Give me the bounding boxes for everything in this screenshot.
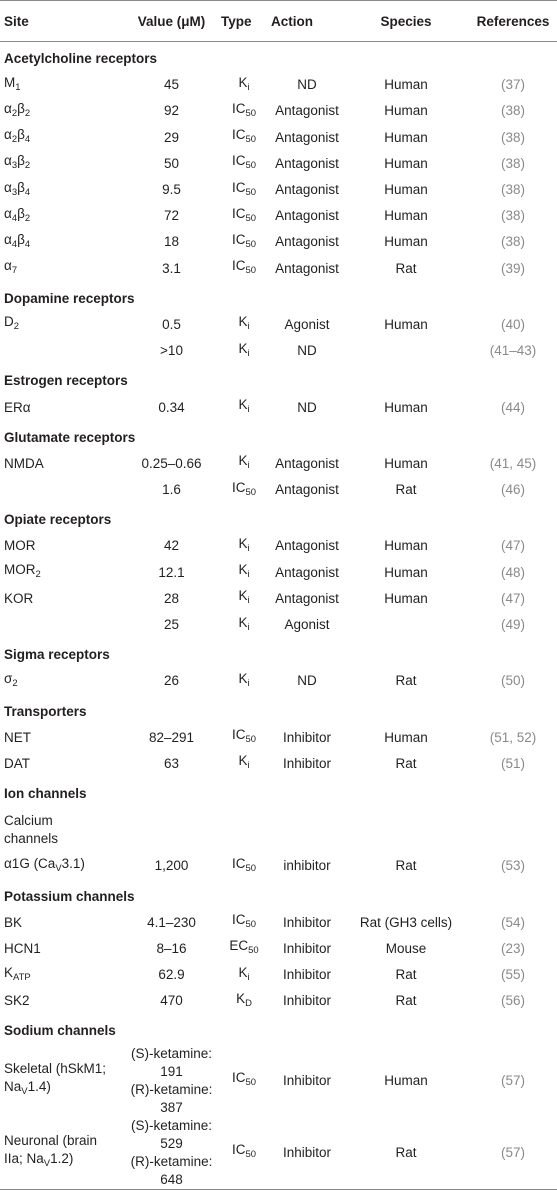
cell-action: Agonist <box>284 316 330 332</box>
cell-value: 72 <box>163 208 180 224</box>
cell-species: Human <box>384 77 428 93</box>
cell-site: α1G $(Ca_V3.1)$ <box>4 855 85 874</box>
cell-action: Inhibitor <box>282 914 332 930</box>
cell-species: Human <box>384 538 428 554</box>
cell-value: 82–291 <box>148 729 195 745</box>
table-row <box>0 751 557 777</box>
cell-action: Antagonist <box>275 182 339 198</box>
cell-site: Skeletal (hSkM1; $Na_V1.4$) <box>4 1061 107 1098</box>
cell-value: 28 <box>163 590 180 606</box>
cell-site: $\sigma_2$ <box>4 670 18 689</box>
section-header-row <box>0 42 557 73</box>
cell-action: Antagonist <box>275 103 339 119</box>
cell-reference: (40) <box>500 316 525 332</box>
cell-reference: (41–43) <box>489 343 537 359</box>
cell-species: Human <box>384 182 428 198</box>
cell-site <box>0 477 122 503</box>
cell-species: Human <box>384 1072 428 1088</box>
cell-species: Rat <box>343 1117 465 1190</box>
cell-action: Antagonist <box>275 482 339 498</box>
cell-site: ERα <box>4 399 31 415</box>
cell-site: SK2 <box>4 993 30 1009</box>
cell-type: $IC_{50}$ <box>232 205 256 224</box>
cell-species: Mouse <box>385 940 427 956</box>
cell-action: Inhibitor <box>282 993 332 1009</box>
cell-value: 50 <box>163 155 180 171</box>
cell-reference: (47) <box>500 590 525 606</box>
cell-action: Agonist <box>284 617 330 633</box>
cell-site: Calcium channels <box>4 813 59 847</box>
cell-species: Human <box>384 208 428 224</box>
section-label: Estrogen receptors <box>4 373 128 389</box>
cell-type: $IC_{50}$ <box>232 231 256 250</box>
cell-type: $K_i$ <box>238 74 250 93</box>
cell-action: Antagonist <box>275 129 339 145</box>
cell-value: 1.6 <box>162 482 181 498</box>
cell-site: $\alpha_2\beta_4$ <box>4 127 31 146</box>
cell-type: $K_i$ <box>238 562 250 581</box>
cell-reference: (38) <box>500 129 525 145</box>
cell-site: $K_{ATP}$ <box>4 964 31 983</box>
cell-species: Human <box>384 316 428 332</box>
cell-reference: (57) <box>465 1117 557 1190</box>
cell-value: 4.1–230 <box>147 914 196 930</box>
cell-action: Antagonist <box>275 564 339 580</box>
cell-action: ND <box>297 77 317 93</box>
cell-reference: (51) <box>500 755 525 771</box>
cell-reference <box>465 807 557 853</box>
table-row <box>0 962 557 988</box>
cell-species <box>343 338 465 364</box>
cell-site: Neuronal (brain IIa; $Na_V1.2$) <box>0 1117 122 1190</box>
cell-site <box>0 338 122 364</box>
section-label: Glutamate receptors <box>4 429 136 445</box>
cell-value: 45 <box>163 77 180 93</box>
cell-species: Human <box>384 729 428 745</box>
cell-type: $IC_{50}$ <box>232 258 256 277</box>
section-header-row <box>0 879 557 909</box>
section-label: Ion channels <box>4 786 87 802</box>
table-row <box>0 853 557 879</box>
cell-species: Human <box>384 590 428 606</box>
cell-reference: (46) <box>500 482 525 498</box>
cell-site: $\alpha_7$ <box>4 258 18 277</box>
cell-value: 62.9 <box>158 967 185 983</box>
cell-reference: (44) <box>500 399 525 415</box>
cell-species: Rat <box>395 260 417 276</box>
cell-value: 0.5 <box>162 316 181 332</box>
header-action: Action <box>267 1 343 42</box>
section-header-row <box>0 364 557 394</box>
cell-reference: (38) <box>500 182 525 198</box>
cell-site: NET <box>4 729 31 745</box>
cell-action: ND <box>297 399 317 415</box>
cell-action <box>267 807 343 853</box>
section-label: Transporters <box>4 703 87 719</box>
table-row <box>0 477 557 503</box>
cell-action: Antagonist <box>275 155 339 171</box>
cell-value: 0.25–0.66 <box>141 455 202 471</box>
cell-action: Antagonist <box>275 260 339 276</box>
section-header-row <box>0 638 557 668</box>
table-row <box>0 533 557 559</box>
cell-site: $\alpha_4\beta_2$ <box>4 205 31 224</box>
cell-value: 8–16 <box>156 940 187 956</box>
cell-species: Human <box>384 399 428 415</box>
cell-action: Antagonist <box>275 208 339 224</box>
cell-site: $\alpha_2\beta_2$ <box>4 100 31 119</box>
cell-species: Rat <box>395 673 417 689</box>
table-row <box>0 125 557 151</box>
cell-type: $IC_{50}$ <box>232 153 256 172</box>
cell-value: 63 <box>163 755 180 771</box>
cell-type: $K_i$ <box>238 535 250 554</box>
cell-species <box>343 807 465 853</box>
cell-type: $K_D$ <box>236 990 252 1009</box>
cell-action: inhibitor <box>283 858 331 874</box>
table-row <box>0 988 557 1014</box>
cell-reference: (47) <box>500 538 525 554</box>
table-row <box>0 312 557 338</box>
cell-action: Inhibitor <box>282 1072 332 1088</box>
cell-reference: (48) <box>500 564 525 580</box>
cell-site: KOR <box>4 590 34 606</box>
table-row <box>0 807 557 853</box>
cell-type: $IC_{50}$ <box>232 912 256 931</box>
cell-action: ND <box>297 343 317 359</box>
cell-site: $M_1$ <box>4 74 21 93</box>
table-row <box>0 394 557 420</box>
section-label: Dopamine receptors <box>4 290 135 306</box>
table-row <box>0 1045 557 1117</box>
cell-value: 18 <box>163 234 180 250</box>
cell-site: $D_2$ <box>4 314 19 333</box>
cell-reference: (23) <box>500 940 525 956</box>
cell-type: $K_i$ <box>238 314 250 333</box>
table-row <box>0 1117 557 1190</box>
cell-site: $\alpha_3\beta_2$ <box>4 153 31 172</box>
section-header-row <box>0 777 557 807</box>
cell-site: NMDA <box>4 455 44 471</box>
cell-action: Antagonist <box>275 590 339 606</box>
table-body <box>0 42 557 1190</box>
cell-species: Rat <box>395 755 417 771</box>
cell-reference: (51, 52) <box>489 729 537 745</box>
header-references: References <box>465 1 557 42</box>
cell-value: 42 <box>163 538 180 554</box>
section-header-row <box>0 421 557 451</box>
cell-action: Inhibitor <box>282 755 332 771</box>
cell-species: Rat <box>395 993 417 1009</box>
table-row <box>0 451 557 477</box>
cell-reference: (38) <box>500 155 525 171</box>
header-value: Value (μM) <box>122 1 217 42</box>
cell-type: $IC_{50}$ <box>232 127 256 146</box>
cell-type: $IC_{50}$ <box>232 179 256 198</box>
cell-site: HCN1 <box>4 940 41 956</box>
cell-value: >10 <box>160 343 183 359</box>
header-type: Type <box>217 1 267 42</box>
cell-value: 29 <box>163 129 180 145</box>
table-row <box>0 910 557 936</box>
cell-site: BK <box>4 914 23 930</box>
cell-value: 470 <box>160 993 183 1009</box>
cell-type: $K_i$ <box>238 614 250 633</box>
section-label: Sigma receptors <box>4 647 110 663</box>
cell-reference: (54) <box>500 914 525 930</box>
cell-type: $K_i$ <box>238 588 250 607</box>
cell-action: Inhibitor <box>282 967 332 983</box>
cell-site: $MOR_2$ <box>4 562 41 581</box>
cell-value: (S)-ketamine: 529 (R)-ketamine: 648 <box>122 1117 217 1190</box>
section-header-row <box>0 695 557 725</box>
table-row <box>0 98 557 124</box>
header-site: Site <box>0 1 122 42</box>
cell-reference: (53) <box>500 858 525 874</box>
cell-action: Inhibitor <box>282 940 332 956</box>
cell-value: 0.34 <box>158 399 185 415</box>
cell-type: $K_i$ <box>238 340 250 359</box>
cell-reference: (49) <box>500 617 525 633</box>
cell-type: $IC_{50}$ <box>232 100 256 119</box>
table-row <box>0 560 557 586</box>
cell-value <box>122 807 217 853</box>
cell-value: 92 <box>163 103 180 119</box>
cell-reference: (38) <box>500 208 525 224</box>
cell-reference: (37) <box>500 77 525 93</box>
cell-type: $EC_{50}$ <box>229 938 259 957</box>
cell-type: $K_i$ <box>238 453 250 472</box>
cell-reference: (57) <box>500 1072 525 1088</box>
cell-action: Antagonist <box>275 538 339 554</box>
table-row <box>0 668 557 694</box>
cell-value: 12.1 <box>158 564 185 580</box>
cell-species: Rat (GH3 cells) <box>359 914 453 930</box>
cell-value: 25 <box>163 617 180 633</box>
table-row <box>0 338 557 364</box>
cell-species: Rat <box>395 858 417 874</box>
section-header-row <box>0 282 557 312</box>
cell-site: DAT <box>4 755 30 771</box>
cell-species: Human <box>384 155 428 171</box>
cell-reference: (50) <box>500 673 525 689</box>
cell-type <box>217 807 267 853</box>
section-header-row <box>0 1014 557 1044</box>
cell-type: $IC_{50}$ <box>232 1070 256 1089</box>
cell-reference: (38) <box>500 103 525 119</box>
section-label: Acetylcholine receptors <box>4 51 158 67</box>
cell-value: 9.5 <box>162 182 181 198</box>
cell-species: Rat <box>395 482 417 498</box>
cell-type: $IC_{50}$ <box>232 727 256 746</box>
cell-reference: (56) <box>500 993 525 1009</box>
cell-site: $\alpha_3\beta_4$ <box>4 179 31 198</box>
cell-reference: (39) <box>500 260 525 276</box>
cell-value: 1,200 <box>154 858 189 874</box>
table-row <box>0 177 557 203</box>
cell-reference: (38) <box>500 234 525 250</box>
table-row <box>0 725 557 751</box>
cell-site <box>0 612 122 638</box>
cell-action: Antagonist <box>275 455 339 471</box>
cell-value: 3.1 <box>162 260 181 276</box>
table-row <box>0 72 557 98</box>
section-header-row <box>0 503 557 533</box>
cell-site: $\alpha_4\beta_4$ <box>4 231 31 250</box>
table-row <box>0 936 557 962</box>
header-species: Species <box>343 1 465 42</box>
cell-action: Inhibitor <box>282 729 332 745</box>
table-row <box>0 612 557 638</box>
table-header <box>0 1 557 42</box>
cell-type: $K_i$ <box>238 670 250 689</box>
cell-species: Human <box>384 234 428 250</box>
cell-type: $K_i$ <box>238 753 250 772</box>
cell-species <box>343 612 465 638</box>
cell-species: Human <box>384 129 428 145</box>
cell-species: Human <box>384 455 428 471</box>
cell-type: $IC_{50}$ <box>217 1117 267 1190</box>
cell-value: 26 <box>163 673 180 689</box>
cell-action: ND <box>297 673 317 689</box>
cell-species: Human <box>384 103 428 119</box>
cell-type: $IC_{50}$ <box>232 479 256 498</box>
section-label: Sodium channels <box>4 1023 116 1039</box>
table-row <box>0 203 557 229</box>
cell-action: Inhibitor <box>267 1117 343 1190</box>
cell-site: MOR <box>4 538 36 554</box>
table-row <box>0 229 557 255</box>
table-row <box>0 151 557 177</box>
cell-type: $K_i$ <box>238 964 250 983</box>
cell-species: Rat <box>395 967 417 983</box>
cell-reference: (55) <box>500 967 525 983</box>
cell-type: $IC_{50}$ <box>232 855 256 874</box>
cell-value: (S)-ketamine: 191 (R)-ketamine: 387 <box>130 1045 213 1115</box>
cell-species: Human <box>384 564 428 580</box>
section-label: Potassium channels <box>4 888 135 904</box>
table-row <box>0 586 557 612</box>
cell-type: $K_i$ <box>238 397 250 416</box>
cell-action: Antagonist <box>275 234 339 250</box>
section-label: Opiate receptors <box>4 512 112 528</box>
cell-reference: (41, 45) <box>489 455 537 471</box>
table-row <box>0 256 557 282</box>
